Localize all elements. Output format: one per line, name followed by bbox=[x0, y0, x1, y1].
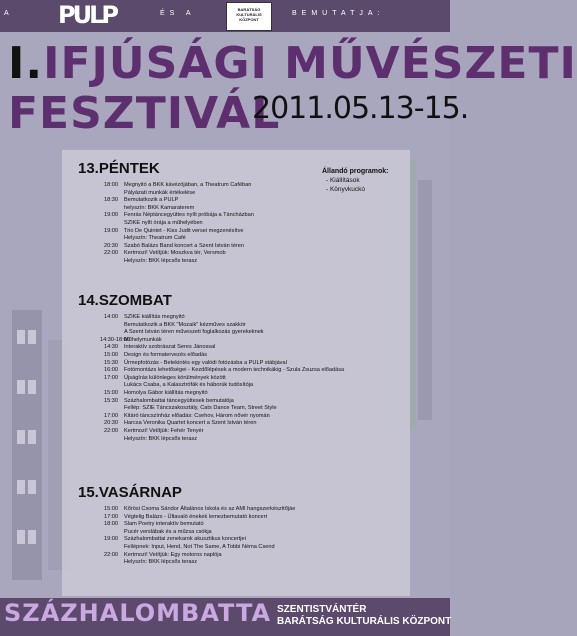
event-time: 15:00 bbox=[104, 506, 118, 512]
event-time: 20:30 bbox=[104, 420, 118, 427]
schedule-row bbox=[100, 228, 390, 236]
event-time: 14:30 bbox=[104, 344, 118, 351]
event-time: 16:00 bbox=[104, 367, 118, 374]
schedule-row bbox=[100, 382, 390, 390]
schedule-row bbox=[100, 375, 390, 383]
event-time: 19:00 bbox=[104, 227, 118, 234]
organizer-name: BARÁTSÁG KULTURÁLIS KÖZPONT bbox=[277, 616, 452, 627]
schedule-row bbox=[100, 506, 390, 514]
event-time: 17:00 bbox=[104, 412, 118, 419]
schedule-row bbox=[100, 314, 390, 322]
schedule-row bbox=[100, 352, 390, 360]
event-time: 22:00 bbox=[104, 250, 118, 257]
schedule-row bbox=[100, 250, 390, 258]
event-description: Ürmepfotózás - Betekintés egy valódi fotózásba a PULP stábjával bbox=[124, 359, 287, 366]
event-time: 15:00 bbox=[104, 352, 118, 358]
event-description: Százhalombattai zenekarok akusztikus koncertjei bbox=[124, 536, 246, 543]
schedule-row bbox=[100, 258, 390, 266]
event-description: Design és formatervezés előadás bbox=[124, 352, 208, 358]
event-description: Helyszín: Theatrum Café bbox=[124, 235, 186, 242]
schedule-row bbox=[100, 220, 390, 228]
event-description: Végtelig Balázs - Ültavaló énekek lemezbemutató koncert bbox=[124, 513, 268, 520]
permanent-program-item: - Kiállítások bbox=[326, 177, 360, 184]
event-time: 18:30 bbox=[104, 197, 118, 204]
permanent-program-item: - Könyvkuckó bbox=[326, 186, 366, 193]
event-description: Kitáró táncszínház előadás: Csehov, Három nővér nyomán bbox=[124, 412, 270, 419]
schedule-row bbox=[100, 390, 390, 398]
event-description: Lukács Csaba, a Kalasztrófák és háborúk tudósítója bbox=[124, 382, 254, 389]
event-description: Fotómontázs lehetőségei - Kezdőlépések a modern technikákig - Szula Zsuzsa előadása bbox=[124, 367, 345, 374]
day-heading: 15.VASÁRNAP bbox=[78, 484, 182, 501]
title-numeral: I. bbox=[8, 38, 44, 89]
schedule-row bbox=[100, 212, 390, 220]
schedule-row bbox=[100, 552, 390, 560]
schedule-row bbox=[100, 329, 390, 337]
event-time: 14:30-18:00 bbox=[100, 336, 130, 343]
schedule-row bbox=[100, 514, 390, 522]
event-time: 20:30 bbox=[104, 242, 118, 249]
event-description: Trio De Quintet - Kiss Judit versei megzenésítve bbox=[124, 227, 244, 234]
schedule-row bbox=[100, 367, 390, 375]
venue-name: SZENTISTVÁNTÉR bbox=[277, 604, 367, 615]
title-line-2: FESZTIVÁL bbox=[8, 88, 281, 139]
schedule-row bbox=[100, 436, 390, 444]
event-time: 19:00 bbox=[104, 536, 118, 543]
event-description: Szabó Balázs Band koncert a Szent István téren bbox=[124, 242, 245, 249]
schedule-row bbox=[100, 420, 390, 428]
event-description: Helyszín: BKK lépcsős terasz bbox=[124, 258, 198, 264]
event-description: Fenrás Néptáncegyüttes nyílt próbája a Táncházban bbox=[124, 212, 254, 219]
day-heading: 13.PÉNTEK bbox=[78, 160, 160, 177]
event-description: SZIKE kiállítás megnyitó bbox=[124, 314, 185, 320]
event-description: Fellép: SZIE Táncszakosztály, Cats Dance Team, Street Style bbox=[124, 405, 277, 412]
schedule-row bbox=[100, 182, 390, 190]
event-time: 15:00 bbox=[104, 390, 118, 396]
schedule-row bbox=[100, 235, 390, 243]
schedule-row bbox=[100, 344, 390, 352]
event-description: SZIKE nyílt órája a műhelyében bbox=[124, 220, 203, 226]
event-description: Kertmozi! Vetítjük: Fehér Tenyér bbox=[124, 428, 204, 434]
event-description: Kertmozi! Vetítjük: Moszkva tér, Versmob bbox=[124, 250, 226, 257]
event-description: Újságírás különleges körülmények között bbox=[124, 374, 226, 381]
schedule-row bbox=[100, 521, 390, 529]
schedule-row bbox=[100, 360, 390, 368]
event-description: Harcsa Veronika Quartet koncert a Szent István téren bbox=[124, 420, 257, 427]
event-time: 14:00 bbox=[104, 314, 118, 320]
top-bar bbox=[0, 0, 450, 32]
event-description: Fellépnek: Input, Hend, Not The Same, A Tobbi Néma Csend bbox=[124, 544, 275, 550]
event-description: Slam Poetry interaktív bemutató bbox=[124, 521, 204, 528]
schedule-row bbox=[100, 428, 390, 436]
permanent-programs-heading: Állandó programok: bbox=[322, 168, 389, 175]
event-time: 22:00 bbox=[104, 551, 118, 558]
event-description: Százhalombattai táncegyüttesek bemutatója bbox=[124, 397, 234, 404]
title-word: IFJÚSÁGI MŰVÉSZETI bbox=[43, 38, 577, 89]
schedule-row bbox=[100, 322, 390, 330]
event-time: 22:00 bbox=[104, 428, 118, 434]
event-description: Helyszín: BKK lépcsős terasz bbox=[124, 559, 198, 566]
event-description: Homolya Gábor kiállítás megnyitó bbox=[124, 390, 208, 396]
event-time: 18:00 bbox=[104, 182, 118, 188]
schedule-row bbox=[100, 529, 390, 537]
header-bemutatja: BEMUTATJA: bbox=[292, 10, 385, 17]
event-description: Műhelymunkák bbox=[124, 336, 162, 343]
event-time: 17:00 bbox=[104, 374, 118, 381]
schedule-row bbox=[100, 405, 390, 413]
schedule-row bbox=[100, 536, 390, 544]
schedule-row bbox=[100, 205, 390, 213]
schedule-row bbox=[100, 190, 390, 198]
city-name: SZÁZHALOMBATTA bbox=[4, 599, 272, 627]
schedule-row bbox=[100, 243, 390, 251]
event-time: 15:30 bbox=[104, 359, 118, 366]
event-description: Kertmozi! Vetítjük: Egy motoros naplója bbox=[124, 551, 222, 558]
schedule-row bbox=[100, 337, 390, 345]
event-description: Megnyitó a BKK kávézójában, a Theatrum Caféban bbox=[124, 182, 252, 188]
header-es-a: ÉS A bbox=[160, 10, 196, 17]
schedule-row bbox=[100, 413, 390, 421]
schedule-row bbox=[100, 544, 390, 552]
festival-dates: 2011.05.13-15. bbox=[252, 91, 469, 126]
event-time: 19:00 bbox=[104, 212, 118, 219]
event-time: 15:30 bbox=[104, 397, 118, 404]
day-heading: 14.SZOMBAT bbox=[78, 292, 172, 309]
event-description: Pucér verslábak és a műzsa csókja bbox=[124, 528, 212, 535]
event-description: Kőrösi Csoma Sándor Általános Iskola és az AMI hangszerkészítőjáe bbox=[124, 506, 296, 512]
title-line-1 bbox=[8, 40, 577, 88]
event-description: Bemutatkozik a BKK "Mozaik" kézműves szakkör bbox=[124, 321, 246, 328]
event-description: helyszín: BKK Kamaraterem bbox=[124, 204, 195, 211]
event-time: 17:00 bbox=[104, 513, 118, 520]
event-description: A Szent István téren műveszeti foglalkozás gyerekeknek bbox=[124, 329, 264, 336]
event-description: Bemutatkozik a PULP bbox=[124, 197, 179, 204]
event-description: Pályázati munkák értékelése bbox=[124, 189, 196, 196]
event-description: Helyszín: BKK lépcsős terasz bbox=[124, 435, 198, 442]
schedule-row bbox=[100, 398, 390, 406]
header-a: A bbox=[4, 10, 14, 17]
pulp-logo: PULP bbox=[58, 1, 116, 29]
schedule-row bbox=[100, 197, 390, 205]
event-time: 18:00 bbox=[104, 521, 118, 528]
schedule-row bbox=[100, 559, 390, 567]
event-description: Interaktív szobrászat Seres Jánossal bbox=[124, 344, 216, 351]
bk-logo: BARÁTSÁG KULTURÁLIS KÖZPONT bbox=[226, 2, 272, 31]
